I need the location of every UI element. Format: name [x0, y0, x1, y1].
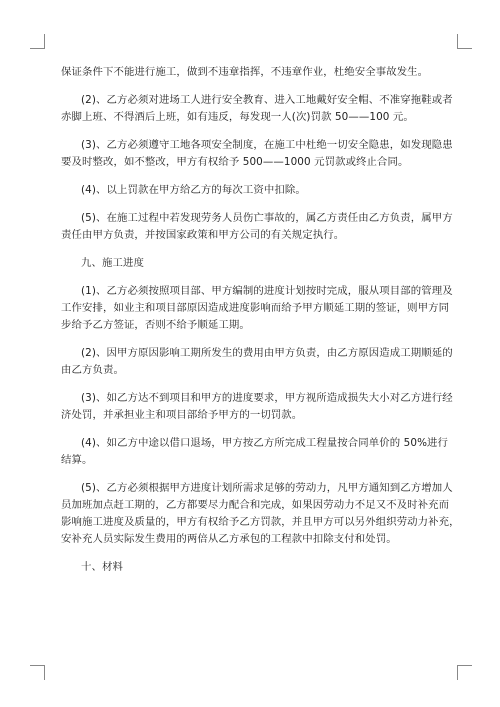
- text-line: 由乙方负责。: [61, 364, 124, 376]
- paragraph-schedule-item-5: [61, 480, 460, 548]
- text-line: (5)、乙方必须根据甲方进度计划所需求足够的劳动力，凡甲方通知到乙方增加人: [81, 482, 453, 494]
- text-line: (4)、如乙方中途以借口退场，甲方按乙方所完成工程量按合同单价的 50%进行: [81, 437, 449, 449]
- text-line: 结算。: [61, 454, 93, 466]
- text-line: (2)、乙方必须对进场工人进行安全教育、进入工地戴好安全帽、不准穿拖鞋或者: [81, 94, 453, 106]
- text-line: 影响施工进度及质量的，甲方有权给予乙方罚款，并且甲方可以另外组织劳动力补充，: [61, 516, 460, 528]
- document-page: [61, 64, 460, 576]
- text-line: 济处罚，并承担业主和项目部给予甲方的一切罚款。: [61, 409, 303, 421]
- text-line: 要及时整改，如不整改，甲方有权给予 500——1000 元罚款或终止合同。: [61, 156, 409, 168]
- text-line: 员加班加点赶工期的，乙方都要尽力配合和完成，如果因劳动力不足又不及时补充而: [61, 499, 450, 511]
- paragraph-safety-item-3: [61, 137, 453, 171]
- section-heading-schedule: [61, 255, 447, 272]
- crop-mark-bottom-right: [457, 665, 472, 680]
- paragraph-safety-item-5: [61, 210, 453, 244]
- text-line: (5)、在施工过程中若发现劳务人员伤亡事故的，属乙方责任由乙方负责，属甲方: [81, 212, 453, 224]
- text-line: (1)、乙方必须按照项目部、甲方编制的进度计划按时完成，服从项目部的管理及: [81, 285, 453, 297]
- text-line: 责任由甲方负责，并按国家政策和甲方公司的有关规定执行。: [61, 229, 345, 241]
- text-line: 步给予乙方签证，否则不给予顺延工期。: [61, 319, 250, 331]
- paragraph-safety-item-4: [61, 182, 447, 199]
- text-line: 保证条件下不能进行施工，做到不违章指挥，不违章作业，杜绝安全事故发生。: [61, 66, 429, 78]
- crop-mark-top-left: [30, 34, 45, 49]
- crop-mark-top-right: [457, 34, 472, 49]
- paragraph-schedule-item-2: [61, 345, 453, 379]
- paragraph-schedule-item-4: [61, 435, 447, 469]
- section-heading: 十、材料: [81, 561, 123, 573]
- text-line: 安补充人员实际发生费用的两倍从乙方承包的工程款中扣除支付和处罚。: [61, 533, 397, 545]
- text-line: (4)、以上罚款在甲方给乙方的每次工资中扣除。: [81, 184, 306, 196]
- text-line: (3)、乙方必须遵守工地各项安全制度，在施工中杜绝一切安全隐患，如发现隐患: [81, 139, 453, 151]
- crop-mark-bottom-left: [30, 665, 45, 680]
- paragraph-safety-continued: [61, 64, 447, 81]
- text-line: (3)、如乙方达不到项目和甲方的进度要求，甲方视所造成损失大小对乙方进行经: [81, 392, 453, 404]
- text-line: 赤脚上班、不得酒后上班，如有违反，每发现一人(次)罚款 50——100 元。: [61, 111, 414, 123]
- paragraph-schedule-item-3: [61, 390, 453, 424]
- section-heading-materials: [61, 559, 447, 576]
- paragraph-schedule-item-1: [61, 283, 453, 334]
- text-line: 工作安排，如业主和项目部原因造成进度影响而给予甲方顺延工期的签证，则甲方同: [61, 302, 450, 314]
- section-heading: 九、施工进度: [81, 257, 144, 269]
- paragraph-safety-item-2: [61, 92, 453, 126]
- text-line: (2)、因甲方原因影响工期所发生的费用由甲方负责，由乙方原因造成工期顺延的: [81, 347, 453, 359]
